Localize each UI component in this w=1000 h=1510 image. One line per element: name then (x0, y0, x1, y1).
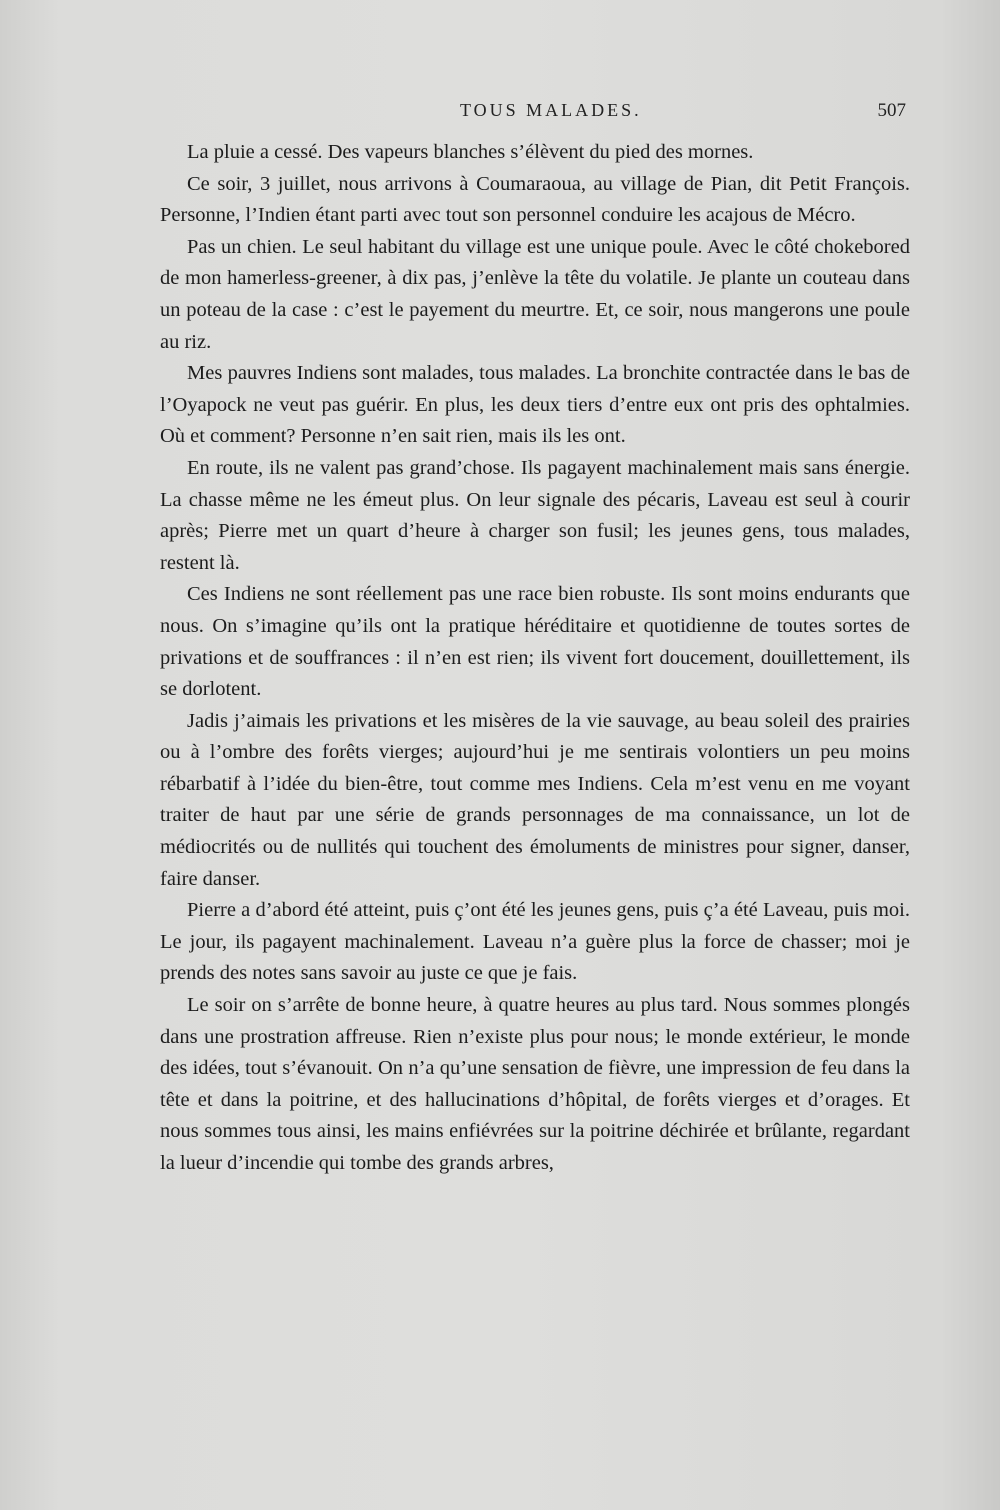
paragraph-1: La pluie a cessé. Des vapeurs blanches s’élèvent du pied des mornes. (187, 141, 754, 163)
paragraph-3: Pas un chien. Le seul habitant du village est une unique poule. Avec le côté chokebored de mon hamerless-greener, à dix pas, j’enlève la tête du volatile. Je plante un couteau dans un poteau de la case : c’est le payement du meurtre. Et, ce soir, nous mangerons une poule au riz. (160, 235, 910, 353)
paragraph-2: Ce soir, 3 juillet, nous arrivons à Coumaraoua, au village de Pian, dit Petit François. Personne, l’Indien étant parti avec tout son personnel conduire les acajous de Mécro. (160, 172, 910, 227)
paragraph-7: Jadis j’aimais les privations et les misères de la vie sauvage, au beau soleil des prairies ou à l’ombre des forêts vierges; aujourd’hui je me sentirais volontiers un peu moins rébarbatif à l’idée du bien-être, tout comme mes Indiens. Cela m’est venu en me voyant traiter de haut par une série de grands personnages de ma connaissance, un lot de médiocrités ou de nullités qui touchent des émoluments de ministres pour signer, danser, faire danser. (160, 709, 910, 890)
paragraph-4: Mes pauvres Indiens sont malades, tous malades. La bronchite contractée dans le bas de l’Oyapock ne veut pas guérir. En plus, les deux tiers d’entre eux ont pris des ophtalmies. Où et comment? Personne n’en sait rien, mais ils les ont. (160, 362, 910, 448)
paragraph-8: Pierre a d’abord été atteint, puis ç’ont été les jeunes gens, puis ç’a été Laveau, puis moi. Le jour, ils pagayent machinalement. Laveau n’a guère plus la force de chasser; moi je prends des notes sans savoir au juste ce que je fais. (160, 899, 910, 985)
paragraph-6: Ces Indiens ne sont réellement pas une race bien robuste. Ils sont moins endurants que nous. On s’imagine qu’ils ont la pratique héréditaire et quotidienne de toutes sortes de privations et de souffrances : il n’en est rien; ils vivent fort doucement, douillettement, ils se dorlotent. (160, 583, 910, 701)
paragraph-5: En route, ils ne valent pas grand’chose. Ils pagayent machinalement mais sans énergie. La chasse même ne les émeut plus. On leur signale des pécaris, Laveau est seul à courir après; Pierre met un quart d’heure à charger son fusil; les jeunes gens, tous malades, restent là. (160, 456, 910, 574)
body-text (160, 137, 910, 1180)
page-number: 507 (877, 100, 906, 121)
paragraph-9: Le soir on s’arrête de bonne heure, à quatre heures au plus tard. Nous sommes plongés dans une prostration affreuse. Rien n’existe plus pour nous; le monde extérieur, le monde des idées, tout s’évanouit. On n’a qu’une sensation de fièvre, une impression de feu dans la tête et dans la poitrine, et des hallucinations d’hôpital, de forêts vierges et d’orages. Et nous sommes tous ainsi, les mains enfiévrées sur la poitrine déchirée et brûlante, regardant la lueur d’incendie qui tombe des grands arbres, (160, 994, 910, 1174)
running-title: TOUS MALADES. (460, 100, 642, 120)
running-head (160, 100, 910, 130)
